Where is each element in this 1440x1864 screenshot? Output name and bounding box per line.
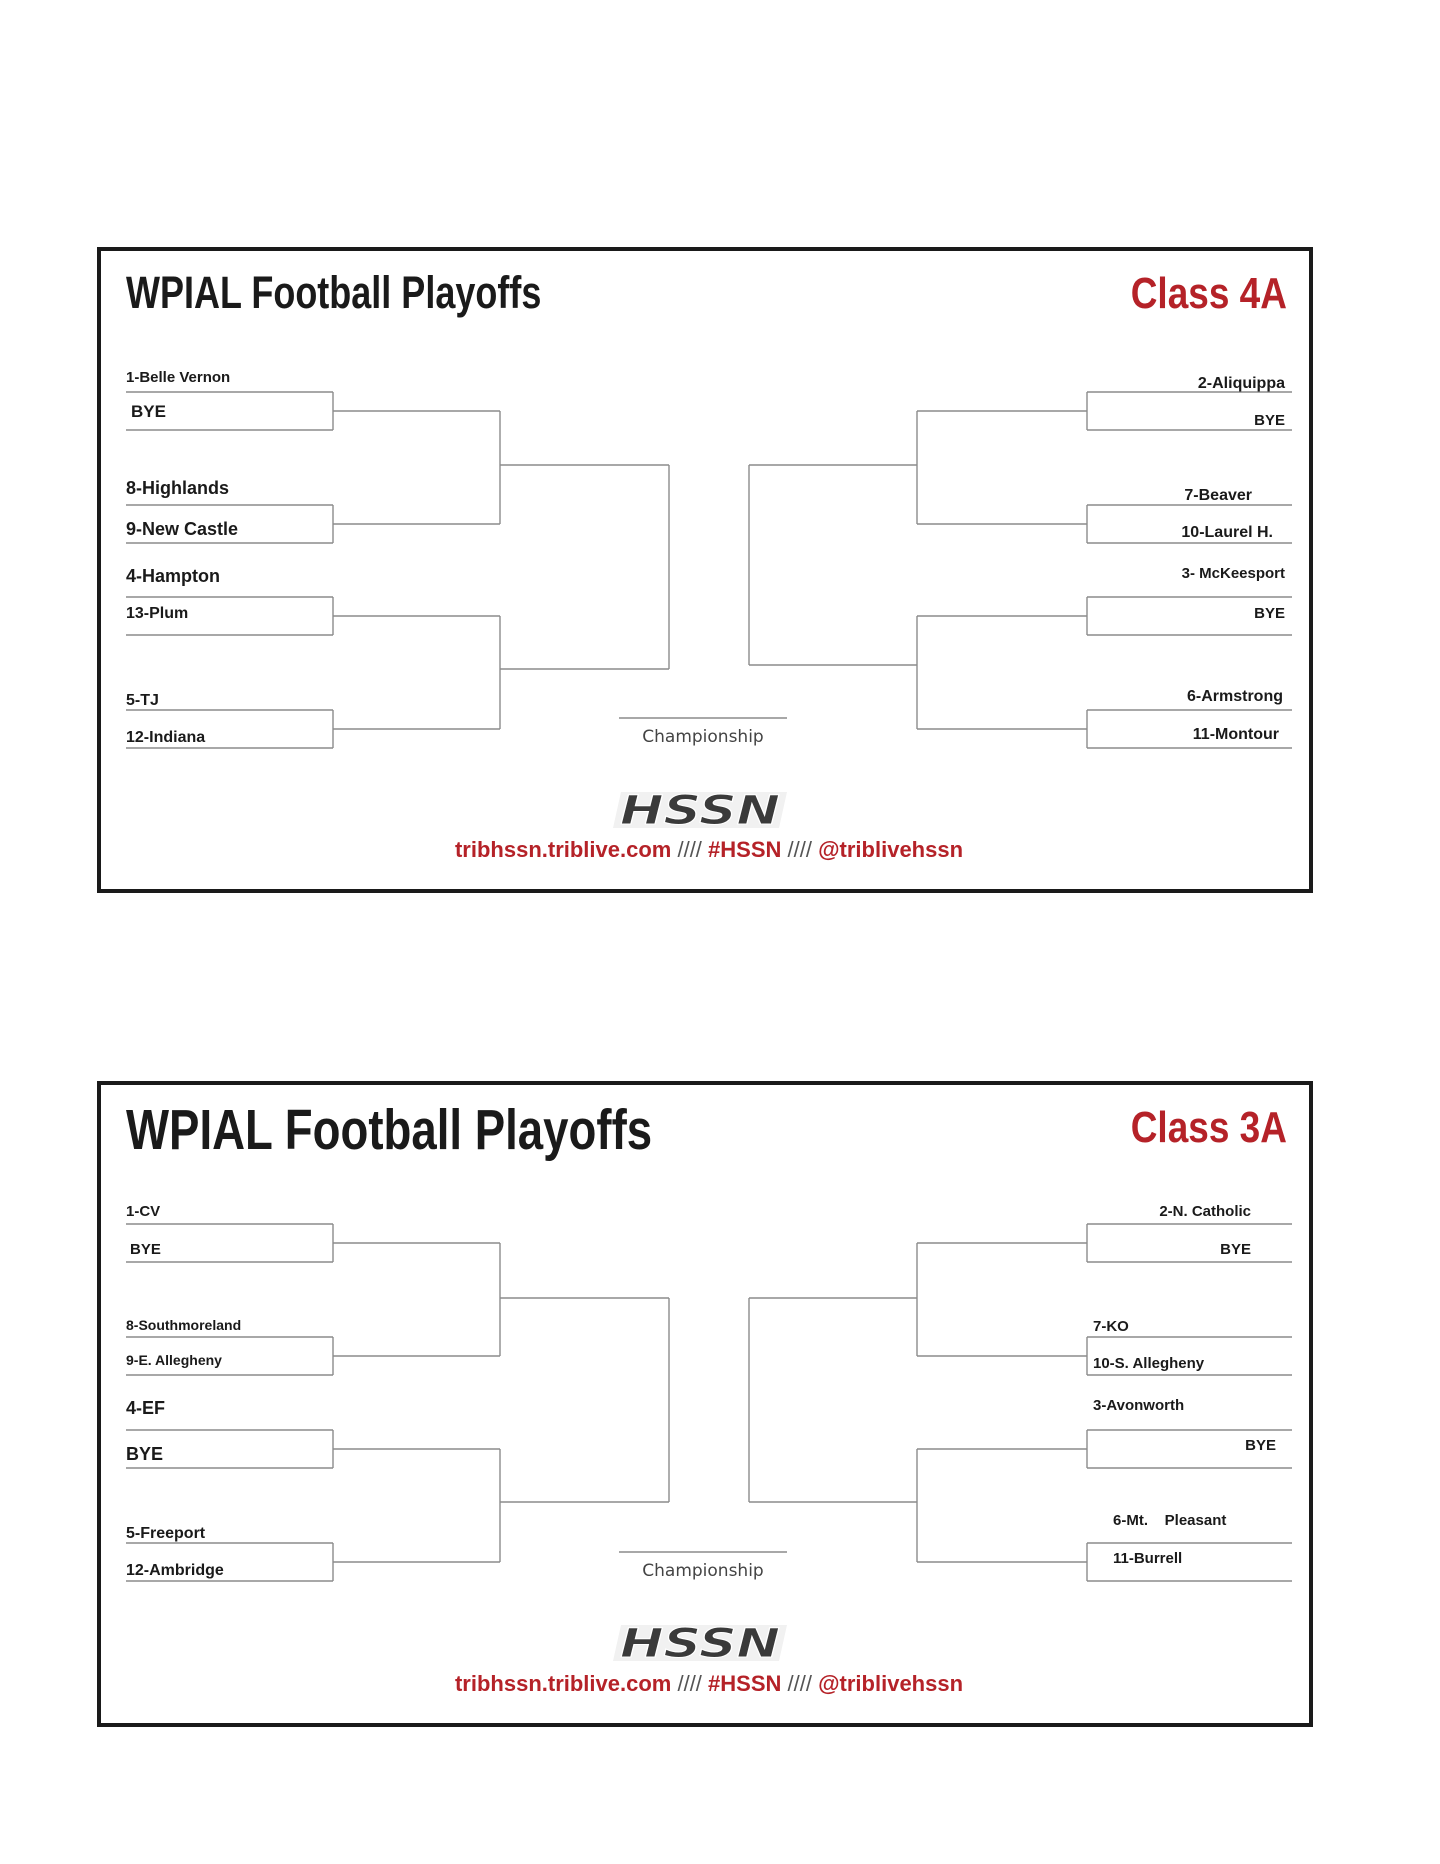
team-slot: 7-Beaver — [1184, 487, 1252, 504]
handle-link[interactable]: @triblivehssn — [818, 837, 964, 862]
team-slot: 3- McKeesport — [1181, 565, 1285, 582]
footer-links — [101, 1671, 1317, 1697]
separator: //// — [671, 837, 709, 862]
site-link[interactable]: tribhssn.triblive.com — [454, 1671, 672, 1696]
team-slot: 12-Ambridge — [126, 1562, 224, 1579]
separator: //// — [671, 1671, 709, 1696]
team-slot: 11-Burrell — [1113, 1550, 1183, 1567]
bracket-class-4a — [97, 247, 1313, 893]
team-slot: 6-Armstrong — [1186, 688, 1283, 705]
separator: //// — [781, 1671, 819, 1696]
hashtag-link[interactable]: #HSSN — [708, 837, 782, 862]
team-slot: 13-Plum — [126, 605, 189, 622]
team-slot: 11-Montour — [1192, 726, 1279, 743]
team-slot: BYE — [1254, 412, 1285, 429]
hssn-logo — [613, 788, 793, 832]
footer-links — [101, 837, 1317, 863]
team-slot: 9-New Castle — [126, 519, 239, 539]
team-slot: 4-Hampton — [126, 566, 220, 586]
svg-text:HSSN: HSSN — [620, 788, 780, 832]
svg-text:HSSN: HSSN — [620, 1621, 780, 1665]
team-slot: 10-Laurel H. — [1181, 524, 1273, 541]
team-slot: BYE — [1220, 1241, 1251, 1258]
hssn-logo — [613, 1621, 793, 1665]
team-slot: 8-Southmoreland — [126, 1317, 242, 1333]
bracket-class-3a — [97, 1081, 1313, 1727]
hashtag-link[interactable]: #HSSN — [708, 1671, 782, 1696]
team-slot: 3-Avonworth — [1093, 1397, 1185, 1414]
team-slot: 2-Aliquippa — [1197, 375, 1285, 392]
team-slot: 7-KO — [1093, 1318, 1129, 1335]
team-slot: BYE — [1245, 1437, 1276, 1454]
team-slot: 1-CV — [126, 1203, 161, 1220]
class-label: Class 3A — [1130, 1103, 1287, 1152]
team-slot: 6-Mt. Pleasant — [1113, 1512, 1227, 1529]
team-slot: 2-N. Catholic — [1159, 1203, 1251, 1220]
team-slot: 5-TJ — [126, 692, 159, 709]
team-slot: 12-Indiana — [126, 729, 206, 746]
championship-label: Championship — [642, 727, 764, 747]
championship-label: Championship — [642, 1561, 764, 1581]
team-slot: 10-S. Allegheny — [1093, 1355, 1205, 1372]
team-slot: 4-EF — [126, 1398, 166, 1418]
team-slot: 8-Highlands — [126, 478, 230, 498]
team-slot: 5-Freeport — [126, 1525, 206, 1542]
team-slot: BYE — [126, 1444, 164, 1464]
page-title: WPIAL Football Playoffs — [126, 267, 542, 318]
handle-link[interactable]: @triblivehssn — [818, 1671, 964, 1696]
team-slot: 1-Belle Vernon — [126, 369, 231, 386]
team-slot: BYE — [130, 1241, 161, 1258]
site-link[interactable]: tribhssn.triblive.com — [454, 837, 672, 862]
page-title: WPIAL Football Playoffs — [126, 1098, 653, 1162]
team-slot: BYE — [1254, 605, 1285, 622]
class-label: Class 4A — [1130, 269, 1287, 318]
team-slot: BYE — [131, 402, 166, 421]
separator: //// — [781, 837, 819, 862]
team-slot: 9-E. Allegheny — [126, 1352, 222, 1368]
